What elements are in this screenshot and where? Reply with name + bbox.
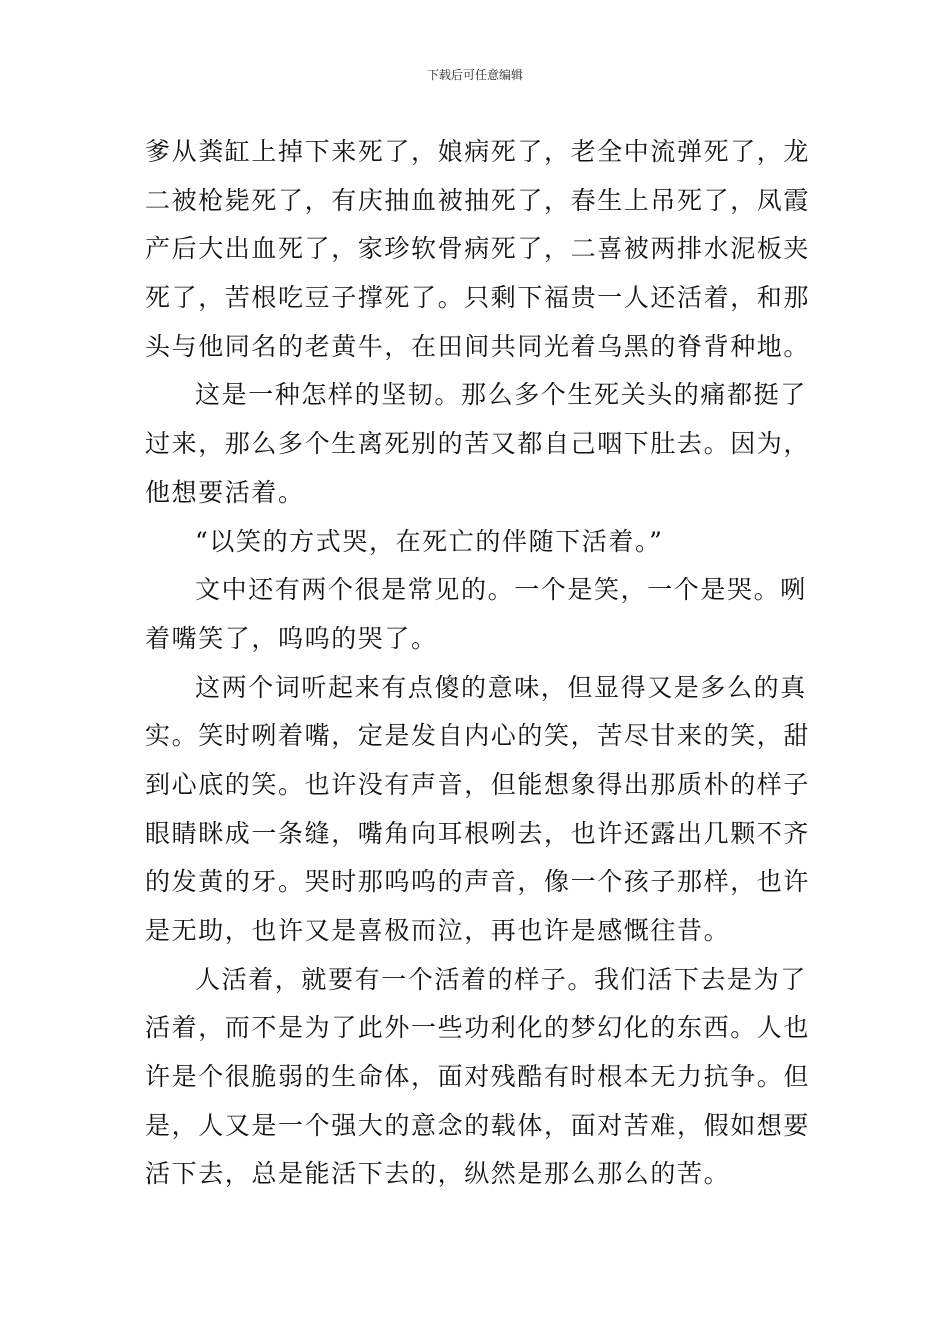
text-line: 头与他同名的老黄牛，在田间共同光着乌黑的脊背种地。 — [145, 331, 811, 361]
quote-line: “以笑的方式哭，在死亡的伴随下活着。” — [195, 526, 664, 556]
paragraph — [145, 128, 815, 371]
text-line: 眼睛眯成一条缝，嘴角向耳根咧去，也许还露出几颗不齐 — [145, 818, 811, 848]
text-line: 这两个词听起来有点傻的意味，但显得又是多么的真 — [195, 672, 807, 702]
text-line: 二被枪毙死了，有庆抽血被抽死了，春生上吊死了，凤霞 — [145, 185, 811, 215]
text-line: 产后大出血死了，家珍软骨病死了，二喜被两排水泥板夹 — [145, 234, 811, 264]
text-line: 人活着，就要有一个活着的样子。我们活下去是为了 — [195, 964, 807, 994]
text-line: 这是一种怎样的坚韧。那么多个生死关头的痛都挺了 — [195, 380, 807, 410]
text-line: 的发黄的牙。哭时那呜呜的声音，像一个孩子那样，也许 — [145, 867, 811, 897]
paragraph — [145, 664, 815, 956]
text-line: 着嘴笑了，呜呜的哭了。 — [145, 623, 438, 653]
text-line: 活下去，总是能活下去的，纵然是那么那么的苦。 — [145, 1159, 731, 1189]
text-line: 爹从粪缸上掉下来死了，娘病死了，老全中流弹死了，龙 — [145, 137, 811, 166]
text-line: 活着，而不是为了此外一些功利化的梦幻化的东西。人也 — [145, 1013, 811, 1043]
paragraph — [145, 956, 815, 1199]
text-line: 实。笑时咧着嘴，定是发自内心的笑，苦尽甘来的笑，甜 — [145, 721, 811, 751]
text-line: 到心底的笑。也许没有声音，但能想象得出那质朴的样子 — [145, 769, 811, 799]
text-line: 死了，苦根吃豆子撑死了。只剩下福贵一人还活着，和那 — [145, 283, 811, 313]
text-line: 是无助，也许又是喜极而泣，再也许是感慨往昔。 — [145, 916, 731, 945]
document-body — [145, 128, 815, 1199]
paragraph — [145, 566, 815, 663]
text-line: 许是个很脆弱的生命体，面对残酷有时根本无力抗争。但 — [145, 1062, 811, 1092]
paragraph — [145, 371, 815, 517]
quote-paragraph — [145, 518, 815, 567]
text-line: 他想要活着。 — [145, 477, 305, 507]
header-note: 下载后可任意编辑 — [426, 68, 523, 82]
text-line: 过来，那么多个生离死别的苦又都自己咽下肚去。因为， — [145, 429, 811, 459]
text-line: 是，人又是一个强大的意念的载体，面对苦难，假如想要 — [145, 1110, 811, 1140]
text-line: 文中还有两个很是常见的。一个是笑，一个是哭。咧 — [195, 575, 807, 605]
